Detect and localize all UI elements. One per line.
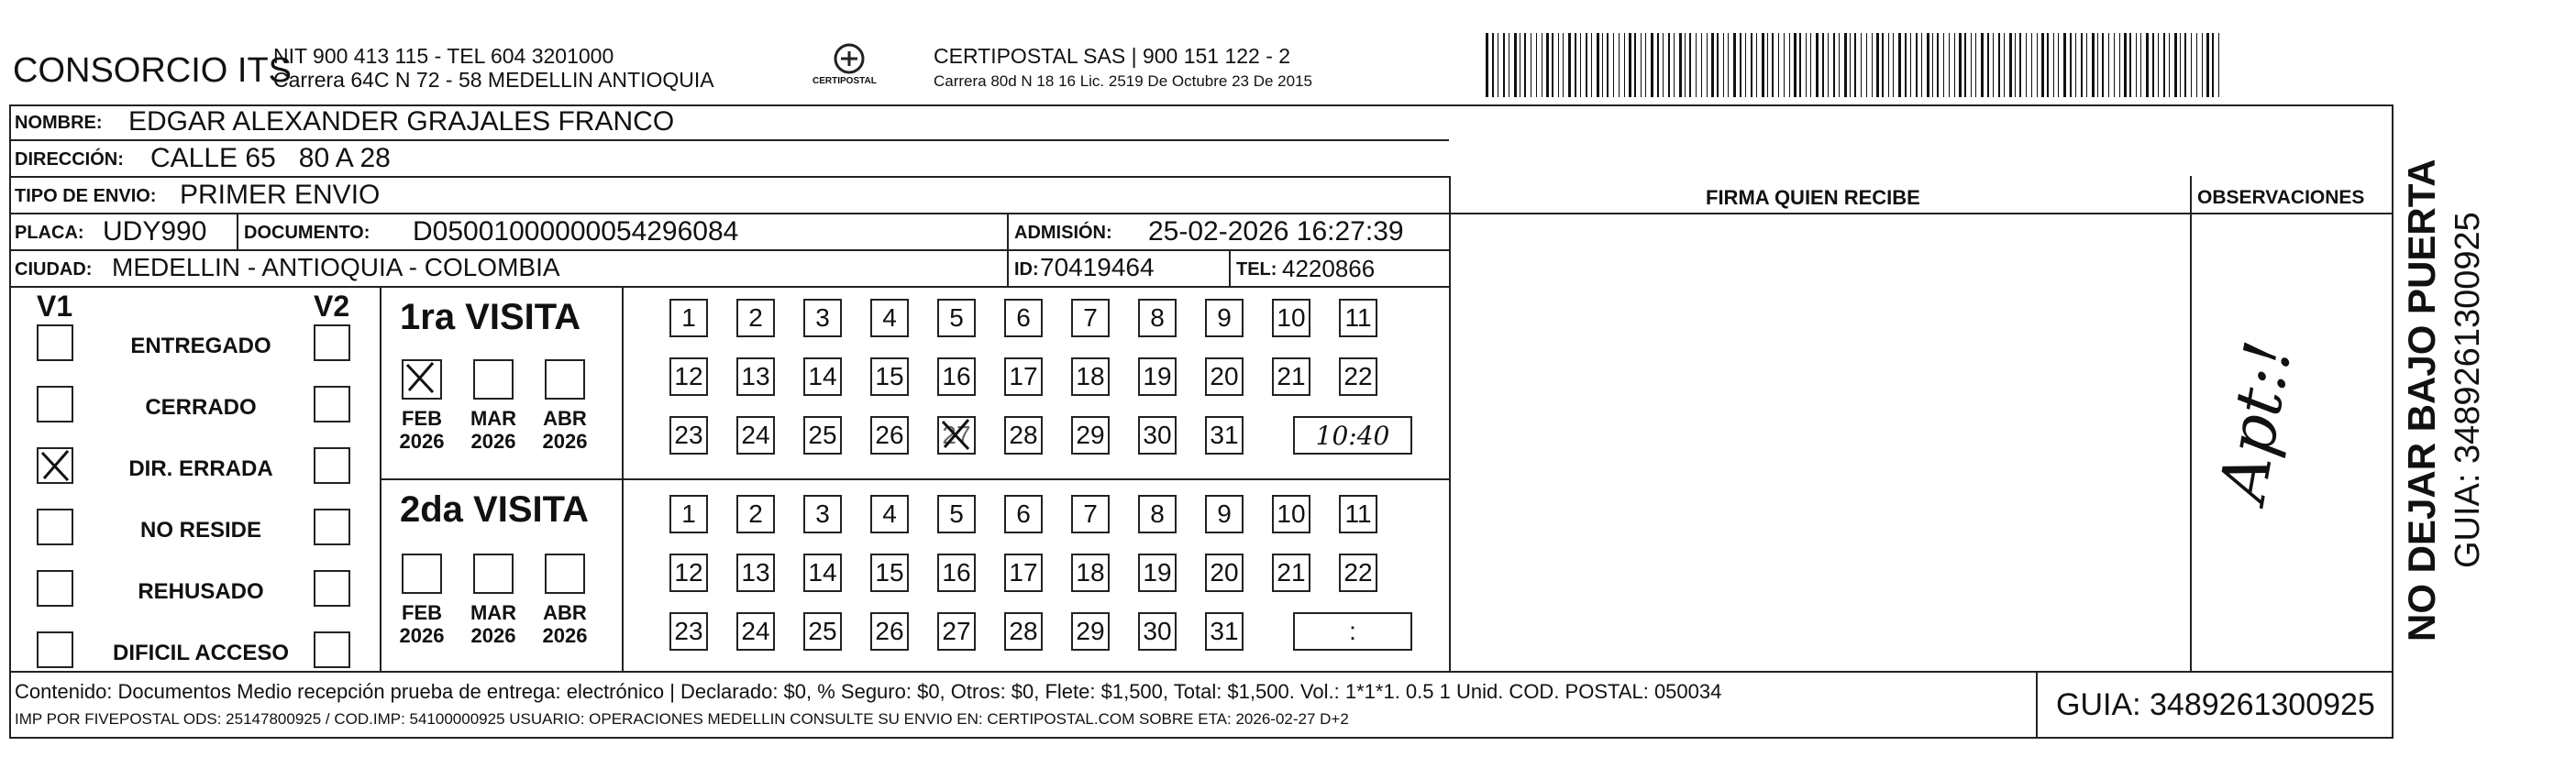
first-visit-day-box[interactable]: 2 bbox=[736, 299, 775, 337]
second-visit-day-box[interactable]: 21 bbox=[1272, 554, 1310, 592]
barcode-bar bbox=[1981, 33, 1984, 97]
barcode-bar bbox=[1591, 33, 1592, 97]
barcode-bar bbox=[1668, 33, 1670, 97]
second-visit-day-box[interactable]: 23 bbox=[669, 612, 708, 651]
first-visit-month-checkbox[interactable] bbox=[545, 359, 585, 400]
direccion-value: CALLE 65 80 A 28 bbox=[150, 143, 391, 173]
barcode-bar bbox=[2191, 33, 2192, 97]
second-visit-day-box[interactable]: 14 bbox=[803, 554, 842, 592]
barcode-bar bbox=[2031, 33, 2032, 97]
first-visit-day-box[interactable]: 21 bbox=[1272, 357, 1310, 396]
v2-checkbox[interactable] bbox=[314, 447, 350, 484]
barcode-bar bbox=[2108, 33, 2109, 97]
barcode-bar bbox=[2097, 33, 2098, 97]
barcode-bar bbox=[1613, 33, 1614, 97]
month-name: ABR bbox=[543, 407, 587, 430]
v2-checkbox[interactable] bbox=[314, 386, 350, 422]
barcode-bar bbox=[1866, 33, 1867, 97]
first-visit-day-box[interactable]: 28 bbox=[1004, 416, 1043, 455]
barcode-bar bbox=[1602, 33, 1603, 97]
second-visit-day-box[interactable]: 5 bbox=[937, 495, 976, 533]
barcode-bar bbox=[1799, 33, 1801, 97]
first-visit-day-box[interactable]: 27 bbox=[937, 416, 976, 455]
barcode-bar bbox=[1663, 33, 1664, 97]
barcode-bar bbox=[2004, 33, 2005, 97]
v1-checkbox[interactable] bbox=[37, 447, 73, 484]
barcode-bar bbox=[1733, 33, 1736, 97]
barcode-bar bbox=[1959, 33, 1962, 97]
barcode-bar bbox=[1723, 33, 1724, 97]
second-visit-month-checkbox[interactable] bbox=[545, 554, 585, 594]
first-visit-day-box[interactable]: 14 bbox=[803, 357, 842, 396]
month-year: 2026 bbox=[470, 624, 516, 648]
second-visit-day-box[interactable]: 20 bbox=[1205, 554, 1244, 592]
barcode-bar bbox=[1514, 33, 1517, 97]
barcode-bar bbox=[1575, 33, 1576, 97]
barcode-bar bbox=[1685, 33, 1686, 97]
barcode-bar bbox=[1679, 33, 1682, 97]
barcode-bar bbox=[1707, 33, 1708, 97]
barcode-bar bbox=[1641, 33, 1642, 97]
month-name: FEB bbox=[402, 407, 442, 430]
barcode-bar bbox=[1756, 33, 1757, 97]
first-visit-day-box[interactable]: 29 bbox=[1071, 416, 1110, 455]
barcode-bar bbox=[1597, 33, 1599, 97]
barcode-bar bbox=[1810, 33, 1811, 97]
month-name: MAR bbox=[470, 601, 517, 624]
first-visit-day-box[interactable]: 19 bbox=[1138, 357, 1177, 396]
month-year: 2026 bbox=[542, 624, 588, 648]
barcode-bar bbox=[1536, 33, 1537, 97]
barcode-bar bbox=[1910, 33, 1911, 97]
barcode-bar bbox=[1762, 33, 1764, 97]
barcode-bar bbox=[1927, 33, 1929, 97]
month-label bbox=[461, 407, 525, 454]
barcode-bar bbox=[2019, 33, 2021, 97]
month-year: 2026 bbox=[399, 430, 445, 454]
barcode-bar bbox=[2184, 33, 2186, 97]
barcode-bar bbox=[1629, 33, 1631, 97]
placa-value: UDY990 bbox=[103, 216, 207, 247]
certipostal-logo-icon bbox=[811, 40, 888, 95]
first-visit-month-checkbox[interactable] bbox=[402, 359, 442, 400]
admision-value: 25-02-2026 16:27:39 bbox=[1148, 216, 1404, 247]
barcode-bar bbox=[1546, 33, 1549, 97]
second-visit-day-box[interactable]: 24 bbox=[736, 612, 775, 651]
second-visit-day-box[interactable]: 30 bbox=[1138, 612, 1177, 651]
barcode-bar bbox=[1772, 33, 1774, 97]
ciudad-value: MEDELLIN - ANTIOQUIA - COLOMBIA bbox=[112, 253, 560, 281]
first-visit-day-box[interactable]: 1 bbox=[669, 299, 708, 337]
second-visit-day-box[interactable]: 18 bbox=[1071, 554, 1110, 592]
barcode-bar bbox=[2119, 33, 2120, 97]
barcode-bar bbox=[1882, 33, 1884, 97]
barcode-bar bbox=[1634, 33, 1636, 97]
second-visit-day-box[interactable]: 9 bbox=[1205, 495, 1244, 533]
barcode-bar bbox=[1503, 33, 1505, 97]
v1-label: V1 bbox=[37, 290, 73, 323]
second-visit-day-box[interactable]: 27 bbox=[937, 612, 976, 651]
barcode-bar bbox=[2081, 33, 2083, 97]
first-visit-day-box[interactable]: 23 bbox=[669, 416, 708, 455]
first-visit-day-box[interactable]: 12 bbox=[669, 357, 708, 396]
second-visit-day-box[interactable]: 17 bbox=[1004, 554, 1043, 592]
barcode-bar bbox=[1778, 33, 1779, 97]
month-name: ABR bbox=[543, 601, 587, 624]
first-visit-day-box[interactable]: 8 bbox=[1138, 299, 1177, 337]
barcode-bar bbox=[2124, 33, 2127, 97]
barcode-bar bbox=[1645, 33, 1646, 97]
barcode-bar bbox=[2114, 33, 2115, 97]
certipostal-logo bbox=[811, 40, 888, 95]
barcode-bar bbox=[1872, 33, 1873, 97]
footer-guia: GUIA: 3489261300925 bbox=[2056, 687, 2375, 722]
observaciones-header: OBSERVACIONES bbox=[2197, 187, 2365, 208]
second-visit-day-box[interactable]: 4 bbox=[870, 495, 909, 533]
first-visit-day-box[interactable]: 16 bbox=[937, 357, 976, 396]
documento-value: D05001000000054296084 bbox=[413, 216, 739, 247]
v1-checkbox[interactable] bbox=[37, 570, 73, 607]
second-visit-month-checkbox[interactable] bbox=[473, 554, 514, 594]
first-visit-day-box[interactable]: 18 bbox=[1071, 357, 1110, 396]
barcode-bar bbox=[1844, 33, 1847, 97]
barcode-bar bbox=[1993, 33, 1994, 97]
barcode-bar bbox=[1794, 33, 1797, 97]
barcode-bar bbox=[1586, 33, 1587, 97]
month-label bbox=[390, 601, 454, 648]
barcode-bar bbox=[2037, 33, 2038, 97]
barcode-bar bbox=[1816, 33, 1819, 97]
barcode-bar bbox=[1728, 33, 1729, 97]
barcode-bar bbox=[1674, 33, 1675, 97]
barcode-bar bbox=[1624, 33, 1625, 97]
barcode-bar bbox=[1563, 33, 1564, 97]
barcode-bar bbox=[2174, 33, 2177, 97]
barcode-bar bbox=[2041, 33, 2044, 97]
month-name: FEB bbox=[402, 601, 442, 624]
v2-label: V2 bbox=[314, 290, 350, 323]
first-visit-day-box[interactable]: 7 bbox=[1071, 299, 1110, 337]
barcode-bar bbox=[1932, 33, 1933, 97]
second-visit-day-box[interactable]: 2 bbox=[736, 495, 775, 533]
second-visit-day-box[interactable]: 16 bbox=[937, 554, 976, 592]
status-label: DIR. ERRADA bbox=[128, 456, 273, 481]
barcode-bar bbox=[1964, 33, 1966, 97]
barcode-bar bbox=[2063, 33, 2066, 97]
barcode-bar bbox=[1975, 33, 1976, 97]
barcode-bar bbox=[1784, 33, 1785, 97]
barcode-bar bbox=[2169, 33, 2170, 97]
barcode-bar bbox=[2026, 33, 2027, 97]
ciudad-label: CIUDAD: bbox=[15, 259, 93, 280]
barcode-bar bbox=[1854, 33, 1856, 97]
first-visit-day-box[interactable]: 10 bbox=[1272, 299, 1310, 337]
barcode-bar bbox=[1822, 33, 1824, 97]
footer-contenido: Contenido: Documentos Medio recepción prueba de entrega: electrónico | Declarado: $0, % Seguro: $0, Otros: $0, Flete: $1,500, Total: $1,500. Vol.: 1*1*1. 0.5 1 Unid. COD. POSTAL: 050034 bbox=[15, 680, 1722, 703]
barcode-bar bbox=[2070, 33, 2072, 97]
barcode-bar bbox=[1607, 33, 1609, 97]
second-visit-day-box[interactable]: 12 bbox=[669, 554, 708, 592]
second-visit-day-box[interactable]: 19 bbox=[1138, 554, 1177, 592]
barcode-bar bbox=[2158, 33, 2159, 97]
v1-checkbox[interactable] bbox=[37, 631, 73, 668]
first-visit-day-box[interactable]: 24 bbox=[736, 416, 775, 455]
first-visit-day-box[interactable]: 31 bbox=[1205, 416, 1244, 455]
observation-handwriting: Apt:! bbox=[2205, 335, 2307, 508]
first-visit-month-checkbox[interactable] bbox=[473, 359, 514, 400]
first-visit-day-box[interactable]: 9 bbox=[1205, 299, 1244, 337]
barcode-bar bbox=[1558, 33, 1559, 97]
barcode-bar bbox=[2047, 33, 2049, 97]
barcode-bar bbox=[1657, 33, 1659, 97]
barcode-bar bbox=[2146, 33, 2149, 97]
barcode-bar bbox=[1987, 33, 1989, 97]
status-label: NO RESIDE bbox=[139, 518, 262, 543]
barcode-bar bbox=[2206, 33, 2209, 97]
second-visit-day-box[interactable]: 3 bbox=[803, 495, 842, 533]
carrier-name: CERTIPOSTAL SAS | 900 151 122 - 2 bbox=[934, 44, 1291, 68]
month-label bbox=[533, 407, 597, 454]
barcode-bar bbox=[1833, 33, 1835, 97]
second-visit-day-box[interactable]: 28 bbox=[1004, 612, 1043, 651]
second-visit-day-box[interactable]: 7 bbox=[1071, 495, 1110, 533]
v2-checkbox[interactable] bbox=[314, 631, 350, 668]
first-visit-time-field[interactable]: 10:40 bbox=[1293, 416, 1412, 455]
second-visit-day-box[interactable]: 11 bbox=[1339, 495, 1377, 533]
carrier-address: Carrera 80d N 18 16 Lic. 2519 De Octubre 23 De 2015 bbox=[934, 72, 1312, 90]
v2-checkbox[interactable] bbox=[314, 509, 350, 545]
status-label: ENTREGADO bbox=[130, 334, 271, 358]
barcode-bar bbox=[1861, 33, 1862, 97]
status-label: CERRADO bbox=[145, 395, 257, 420]
barcode-bar bbox=[1751, 33, 1752, 97]
barcode-bar bbox=[2086, 33, 2087, 97]
barcode-bar bbox=[2202, 33, 2203, 97]
tel-label: TEL: bbox=[1236, 259, 1277, 280]
first-visit-day-box[interactable]: 13 bbox=[736, 357, 775, 396]
barcode-bar bbox=[2053, 33, 2054, 97]
barcode-bar bbox=[1701, 33, 1702, 97]
barcode-bar bbox=[1898, 33, 1901, 97]
status-label: REHUSADO bbox=[138, 579, 264, 604]
barcode-bar bbox=[2136, 33, 2137, 97]
barcode-bar bbox=[1568, 33, 1571, 97]
barcode-bar bbox=[1921, 33, 1922, 97]
barcode-bar bbox=[2152, 33, 2154, 97]
barcode-bar bbox=[2075, 33, 2076, 97]
second-visit-day-box[interactable]: 8 bbox=[1138, 495, 1177, 533]
barcode-bar bbox=[1839, 33, 1840, 97]
v2-checkbox[interactable] bbox=[314, 324, 350, 361]
status-label: DIFICIL ACCESO bbox=[112, 641, 289, 665]
second-visit-day-box[interactable]: 29 bbox=[1071, 612, 1110, 651]
company-nit: NIT 900 413 115 - TEL 604 3201000 bbox=[273, 44, 614, 68]
barcode-bar bbox=[1711, 33, 1714, 97]
first-visit-day-box[interactable]: 25 bbox=[803, 416, 842, 455]
second-visit-day-box[interactable]: 10 bbox=[1272, 495, 1310, 533]
barcode-bar bbox=[2218, 33, 2219, 97]
v1-checkbox[interactable] bbox=[37, 509, 73, 545]
first-visit-day-box[interactable]: 15 bbox=[870, 357, 909, 396]
id-value: 70419464 bbox=[1040, 253, 1155, 281]
id-label: ID: bbox=[1014, 259, 1039, 280]
v1-checkbox[interactable] bbox=[37, 386, 73, 422]
barcode-bar bbox=[1954, 33, 1955, 97]
barcode-bar bbox=[2129, 33, 2131, 97]
second-visit-title: 2da VISITA bbox=[400, 489, 589, 530]
month-name: MAR bbox=[470, 407, 517, 430]
barcode-bar bbox=[2092, 33, 2095, 97]
barcode-bar bbox=[1717, 33, 1719, 97]
placa-label: PLACA: bbox=[15, 223, 84, 243]
side-warning: NO DEJAR BAJO PUERTA bbox=[2400, 159, 2443, 642]
barcode-bar bbox=[2196, 33, 2197, 97]
second-visit-day-box[interactable]: 15 bbox=[870, 554, 909, 592]
barcode-bar bbox=[1937, 33, 1939, 97]
barcode-bar bbox=[2212, 33, 2214, 97]
barcode-bar bbox=[1806, 33, 1807, 97]
first-visit-day-box[interactable]: 6 bbox=[1004, 299, 1043, 337]
admision-label: ADMISIÓN: bbox=[1014, 223, 1112, 243]
first-visit-day-box[interactable]: 26 bbox=[870, 416, 909, 455]
first-visit-day-box[interactable]: 3 bbox=[803, 299, 842, 337]
tipo-value: PRIMER ENVIO bbox=[180, 180, 381, 210]
first-visit-day-box[interactable]: 11 bbox=[1339, 299, 1377, 337]
first-visit-day-box[interactable]: 20 bbox=[1205, 357, 1244, 396]
barcode-icon bbox=[1486, 33, 2219, 97]
barcode-bar bbox=[1740, 33, 1741, 97]
first-visit-day-box[interactable]: 4 bbox=[870, 299, 909, 337]
barcode-bar bbox=[1943, 33, 1944, 97]
barcode-bar bbox=[2163, 33, 2165, 97]
firma-header: FIRMA QUIEN RECIBE bbox=[1706, 186, 1920, 209]
barcode-bar bbox=[1580, 33, 1581, 97]
side-guia: GUIA: 3489261300925 bbox=[2449, 212, 2487, 568]
barcode-bar bbox=[1486, 33, 1488, 97]
barcode-bar bbox=[1850, 33, 1851, 97]
second-visit-day-box[interactable]: 31 bbox=[1205, 612, 1244, 651]
barcode-bar bbox=[1916, 33, 1918, 97]
barcode-bar bbox=[1876, 33, 1879, 97]
second-visit-day-box[interactable]: 22 bbox=[1339, 554, 1377, 592]
nombre-label: NOMBRE: bbox=[15, 113, 103, 133]
first-visit-day-box[interactable]: 5 bbox=[937, 299, 976, 337]
second-visit-day-box[interactable]: 26 bbox=[870, 612, 909, 651]
v2-checkbox[interactable] bbox=[314, 570, 350, 607]
nombre-value: EDGAR ALEXANDER GRAJALES FRANCO bbox=[128, 106, 675, 137]
second-visit-day-box[interactable]: 1 bbox=[669, 495, 708, 533]
barcode-bar bbox=[1893, 33, 1894, 97]
barcode-bar bbox=[1888, 33, 1889, 97]
month-year: 2026 bbox=[542, 430, 588, 454]
logo-text: CERTIPOSTAL bbox=[813, 76, 877, 86]
month-label bbox=[533, 601, 597, 648]
checkmark-x-icon bbox=[37, 447, 73, 484]
second-visit-time-field[interactable]: : bbox=[1293, 612, 1412, 651]
footer-imp: IMP POR FIVEPOSTAL ODS: 25147800925 / COD.IMP: 54100000925 USUARIO: OPERACIONES MEDELLIN CONSULTE SU ENVIO EN: CERTIPOSTAL.COM SOBRE ETA: 2026-02-27 D+2 bbox=[15, 710, 1349, 728]
barcode-bar bbox=[1789, 33, 1790, 97]
company-address: Carrera 64C N 72 - 58 MEDELLIN ANTIOQUIA bbox=[273, 68, 714, 92]
first-visit-day-box[interactable]: 30 bbox=[1138, 416, 1177, 455]
first-visit-day-box[interactable]: 22 bbox=[1339, 357, 1377, 396]
v1-checkbox[interactable] bbox=[37, 324, 73, 361]
barcode-bar bbox=[1492, 33, 1494, 97]
checkmark-x-icon bbox=[937, 416, 974, 453]
barcode-bar bbox=[1998, 33, 2000, 97]
second-visit-day-box[interactable]: 13 bbox=[736, 554, 775, 592]
tipo-label: TIPO DE ENVIO: bbox=[15, 186, 157, 206]
barcode-bar bbox=[1949, 33, 1950, 97]
barcode-bar bbox=[1971, 33, 1972, 97]
month-year: 2026 bbox=[399, 624, 445, 648]
first-visit-title: 1ra VISITA bbox=[400, 297, 581, 337]
barcode-bar bbox=[1689, 33, 1691, 97]
barcode-bar bbox=[1696, 33, 1697, 97]
barcode-bar bbox=[2140, 33, 2141, 97]
barcode-bar bbox=[2058, 33, 2059, 97]
month-label bbox=[390, 407, 454, 454]
second-visit-day-box[interactable]: 25 bbox=[803, 612, 842, 651]
barcode-bar bbox=[2102, 33, 2104, 97]
company-name: CONSORCIO ITS bbox=[13, 51, 293, 90]
second-visit-day-box[interactable]: 6 bbox=[1004, 495, 1043, 533]
barcode-bar bbox=[1524, 33, 1526, 97]
barcode-bar bbox=[2180, 33, 2181, 97]
documento-label: DOCUMENTO: bbox=[244, 223, 370, 243]
second-visit-month-checkbox[interactable] bbox=[402, 554, 442, 594]
barcode-bar bbox=[1905, 33, 1907, 97]
barcode-bar bbox=[1619, 33, 1620, 97]
barcode-bar bbox=[1651, 33, 1653, 97]
checkmark-x-icon bbox=[402, 359, 438, 396]
month-label bbox=[461, 601, 525, 648]
barcode-bar bbox=[1552, 33, 1553, 97]
barcode-bar bbox=[1745, 33, 1746, 97]
barcode-bar bbox=[1828, 33, 1829, 97]
barcode-bar bbox=[2015, 33, 2016, 97]
month-year: 2026 bbox=[470, 430, 516, 454]
barcode-bar bbox=[1767, 33, 1768, 97]
tel-value: 4220866 bbox=[1282, 255, 1376, 282]
barcode-bar bbox=[2009, 33, 2012, 97]
direccion-label: DIRECCIÓN: bbox=[15, 149, 124, 170]
first-visit-day-box[interactable]: 17 bbox=[1004, 357, 1043, 396]
